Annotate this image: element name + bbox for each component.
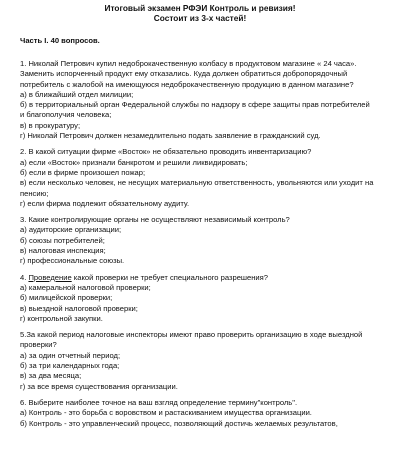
question-text: 1. Николай Петрович купил недоброкачественную колбасу в продуктовом магазине « 24 часа». (20, 59, 357, 68)
question-text: 6. Выберите наиболее точное на ваш взгляд определение термину"контроль". (20, 397, 298, 407)
question-line: г) если фирма подлежит обязательному аудиту. (20, 198, 190, 208)
document-title (10, 4, 390, 23)
question-line: г) профессиональные союзы. (20, 256, 125, 266)
part-heading: Часть I. 40 вопросов. (20, 36, 100, 45)
document-page (0, 4, 400, 459)
question-line: в) налоговая инспекция; (20, 246, 106, 256)
question-line: б) за три календарных года; (20, 361, 120, 371)
question-line: а) за один отчетный период; (20, 350, 121, 360)
question-line: б) в территориальный орган Федеральной службы по надзору в сфере защиты прав потребителей (20, 100, 370, 110)
title-line-1: Итоговый экзамен РФЭИ Контроль и ревизия! (104, 3, 296, 13)
question-line: б) если в фирме произошел пожар; (20, 167, 146, 177)
question-line: б) Контроль - это управленческий процесс, позволяющий достичь желаемых результатов, (20, 418, 338, 428)
question-line: а) Контроль - это борьба с воровством и растаскиванием имущества организации. (20, 408, 312, 418)
question-block (20, 273, 390, 324)
question-line: г) за все время существования организации. (20, 381, 178, 391)
question-line: б) союзы потребителей; (20, 235, 105, 245)
question-line: б) милицейской проверки; (20, 293, 113, 303)
question-line: в) за два месяца; (20, 371, 82, 381)
question-line: а) если «Восток» признали банкротом и решили ликвидировать; (20, 157, 248, 167)
question-line: в) если несколько человек, не несущих материальную ответственность, увольняются или уходит на (20, 178, 374, 188)
question-line: пенсию; (20, 188, 49, 198)
title-line-2: Состоит из 3-х частей! (153, 12, 247, 23)
question-text: 3. Какие контролирующие органы не осуществляют независимый контроль? (20, 215, 290, 225)
question-line: Заменить испорченный продукт ему отказались. Куда должен обратиться добропорядочный (20, 69, 348, 79)
question-block (20, 330, 390, 392)
question-line: и благополучия человека; (20, 110, 112, 120)
question-block (20, 147, 390, 209)
question-line: в) выездной налоговой проверки; (20, 303, 138, 313)
question-line: а) камеральной налоговой проверки; (20, 282, 151, 292)
question-line: г) контрольной закупки. (20, 313, 103, 323)
question-line: потребитель с жалобой на имеющуюся недоброкачественную продукцию в данном магазине? (20, 79, 354, 89)
question-line: г) Николай Петрович должен незамедлительно подать заявление в гражданский суд. (20, 131, 321, 141)
question-line: в) в прокуратуру; (20, 120, 81, 130)
questions-list (20, 59, 390, 429)
question-text: 2. В какой ситуации фирме «Восток» не обязательно проводить инвентаризацию? (20, 147, 312, 157)
question-line: а) аудиторские организации; (20, 225, 122, 235)
question-text: 5.За какой период налоговые инспекторы имеют право проверить организацию в ходе выездной (20, 330, 363, 340)
question-text: 4. Проведение какой проверки не требует специального разрешения? (20, 272, 269, 282)
question-block (20, 398, 390, 429)
question-line: а) в ближайший отдел милиции; (20, 89, 134, 99)
question-block (20, 215, 390, 266)
question-line: проверки? (20, 340, 57, 350)
question-block (20, 59, 390, 141)
